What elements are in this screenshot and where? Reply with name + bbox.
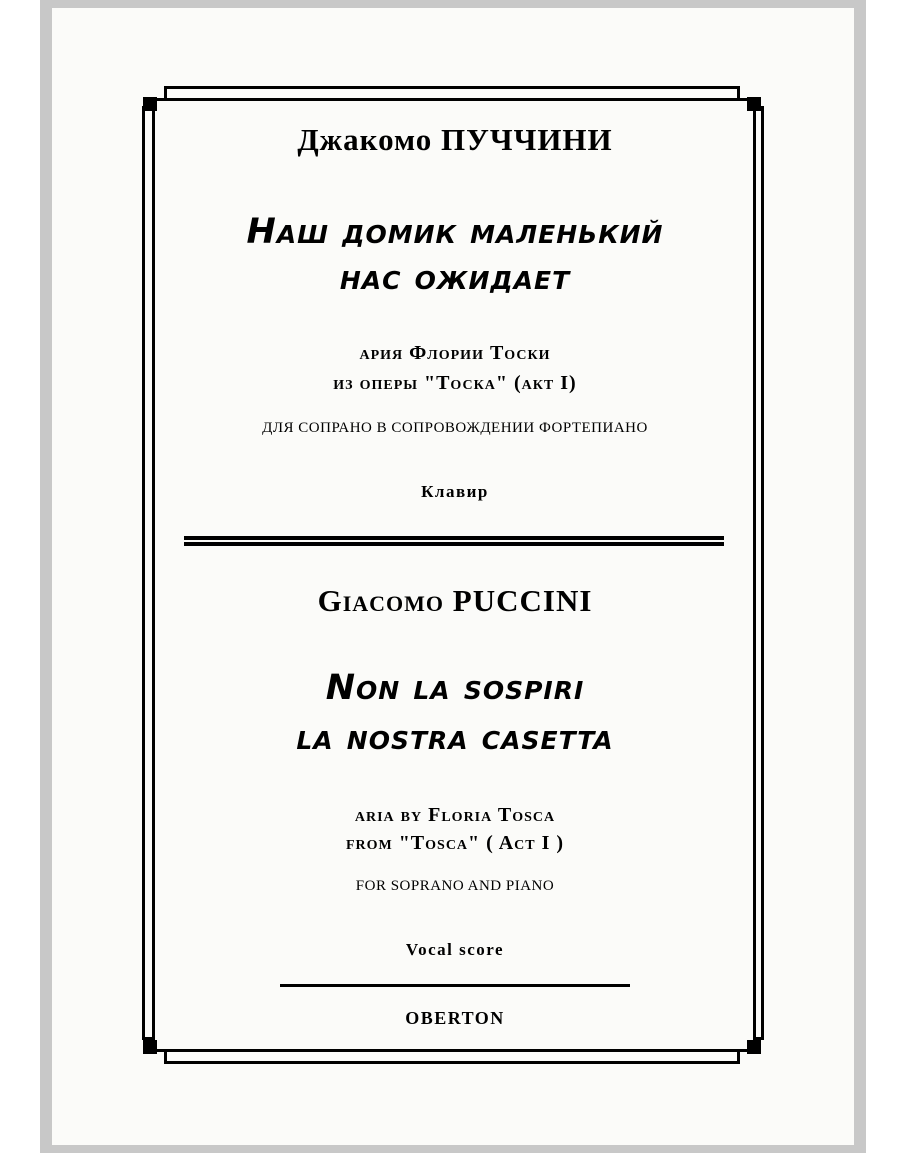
subtitle-en-line2: from "Tosca" ( Act I ) <box>345 832 565 854</box>
composer-name-ru: Джакомо ПУЧЧИНИ <box>297 122 613 157</box>
format-ru: Клавир <box>421 482 489 501</box>
section-divider-bottom <box>184 542 724 546</box>
title-ru-line1: Наш домик маленький <box>246 212 664 252</box>
section-divider-top <box>184 536 724 540</box>
format-en: Vocal score <box>405 940 505 959</box>
scoring-ru: ДЛЯ СОПРАНО В СОПРОВОЖДЕНИИ ФОРТЕПИАНО <box>262 420 648 436</box>
composer-name-en: Giacomo PUCCINI <box>317 583 593 618</box>
title-ru-line2: нас ожидает <box>339 258 571 298</box>
subtitle-ru-line2: из оперы "Тоска" (акт I) <box>333 372 577 394</box>
corner-ornament-bottom-left <box>143 1040 157 1054</box>
subtitle-ru-line1: ария Флории Тоски <box>359 342 551 364</box>
corner-ornament-top-left <box>143 97 157 111</box>
title-en-line1: Non la sospiri <box>325 668 585 708</box>
scoring-en: FOR SOPRANO AND PIANO <box>355 878 555 894</box>
publisher-rule <box>280 984 630 987</box>
subtitle-en-line1: aria by Floria Tosca <box>354 804 556 826</box>
publisher-name: OBERTON <box>405 1008 505 1028</box>
corner-ornament-top-right <box>747 97 761 111</box>
corner-ornament-bottom-right <box>747 1040 761 1054</box>
title-en-line2: la nostra casetta <box>296 718 614 758</box>
